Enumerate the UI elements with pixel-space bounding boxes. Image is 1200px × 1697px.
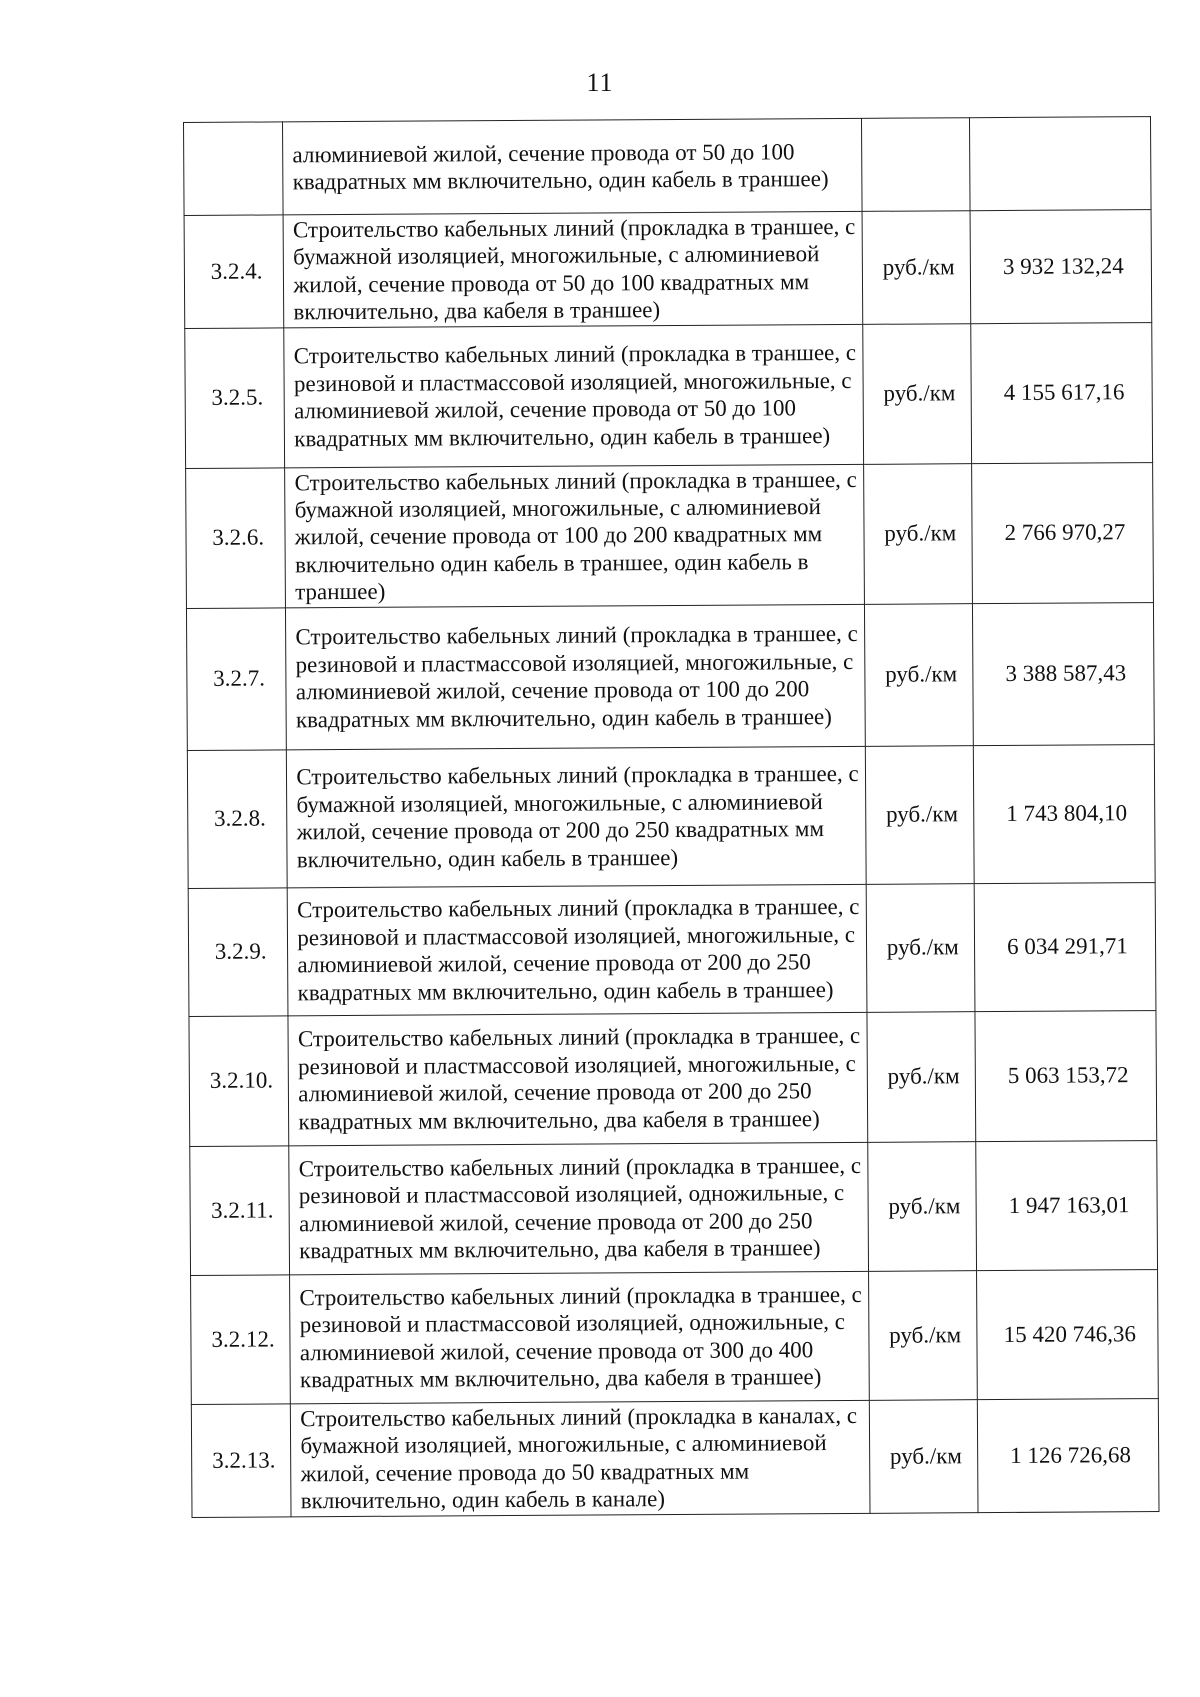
row-code: 3.2.12. [191,1275,291,1405]
row-price [969,117,1151,211]
row-unit: руб./км [863,463,972,604]
row-code: 3.2.13. [191,1404,291,1518]
row-price: 3 388 587,43 [972,602,1154,745]
row-description: Строительство кабельных линий (прокладка в траншее, с резиновой и пластмассовой изоляцией, многожильные, с алюминиевой жилой, сечение провода от 50 до 100 квадратных мм включительно, один кабель в траншее) [284,324,863,468]
row-description: Строительство кабельных линий (прокладка в траншее, с резиновой и пластмассовой изоляцией, одножильные, с алюминиевой жилой, сечение провода от 200 до 250 квадратных мм включительно, два кабеля в траншее) [289,1142,868,1275]
row-price: 1 947 163,01 [976,1140,1158,1270]
table-row [186,462,1154,608]
row-unit [861,118,970,212]
row-unit: руб./км [866,883,975,1012]
row-unit: руб./км [869,1399,978,1513]
row-description: Строительство кабельных линий (прокладка в траншее, с резиновой и пластмассовой изоляцией, многожильные, с алюминиевой жилой, сечение провода от 200 до 250 квадратных мм включительно, два кабеля в траншее) [288,1012,867,1146]
table-row [188,882,1156,1016]
row-unit: руб./км [865,745,974,884]
row-description: Строительство кабельных линий (прокладка в траншее, с резиновой и пластмассовой изоляцией, одножильные, с алюминиевой жилой, сечение провода от 300 до 400 квадратных мм включительно, два кабеля в траншее) [290,1271,869,1404]
table-row [184,117,1152,216]
table-row [191,1398,1159,1517]
table-row [187,744,1155,888]
row-description: алюминиевой жилой, сечение провода от 50 до 100 квадратных мм включительно, один кабель в траншее) [283,118,862,215]
row-unit: руб./км [864,603,973,746]
row-code: 3.2.4. [184,215,284,328]
row-unit: руб./км [868,1141,977,1271]
row-description: Строительство кабельных линий (прокладка в траншее, с резиновой и пластмассовой изоляцией, многожильные, с алюминиевой жилой, сечение провода от 100 до 200 квадратных мм включительно, один кабель в траншее) [286,604,865,750]
row-description: Строительство кабельных линий (прокладка в траншее, с бумажной изоляцией, многожильные, с алюминиевой жилой, сечение провода от 50 до 100 квадратных мм включительно, два кабеля в траншее) [283,211,862,327]
row-code: 3.2.8. [187,750,287,889]
row-unit: руб./км [862,211,971,324]
row-code: 3.2.7. [186,608,286,751]
table-row [186,602,1154,750]
row-description: Строительство кабельных линий (прокладка в траншее, с резиновой и пластмассовой изоляцией, многожильные, с алюминиевой жилой, сечение провода от 200 до 250 квадратных мм включительно, один кабель в траншее) [287,884,866,1016]
row-description: Строительство кабельных линий (прокладка в каналах, с бумажной изоляцией, многожильные, с алюминиевой жилой, сечение провода до 50 квадратных мм включительно, один кабель в канале) [291,1400,870,1517]
row-price: 2 766 970,27 [971,462,1153,603]
row-price: 6 034 291,71 [974,882,1156,1011]
row-code: 3.2.9. [188,888,288,1017]
row-unit: руб./км [863,323,972,464]
row-price: 5 063 153,72 [975,1010,1157,1141]
row-price: 1 743 804,10 [973,744,1155,883]
row-description: Строительство кабельных линий (прокладка в траншее, с бумажной изоляцией, многожильные, с алюминиевой жилой, сечение провода от 100 до 200 квадратных мм включительно один кабель в траншее, один кабель в траншее) [285,464,864,608]
table-row [184,210,1152,329]
row-code: 3.2.10. [189,1016,289,1147]
page-number: 11 [586,68,614,97]
row-unit: руб./км [867,1011,976,1142]
row-price: 1 126 726,68 [977,1398,1159,1512]
tariff-table [183,116,1160,1518]
row-price: 4 155 617,16 [971,322,1153,463]
row-description: Строительство кабельных линий (прокладка в траншее, с бумажной изоляцией, многожильные, с алюминиевой жилой, сечение провода от 200 до 250 квадратных мм включительно, один кабель в траншее) [287,746,866,888]
row-price: 15 420 746,36 [976,1269,1158,1399]
row-code [184,122,284,216]
row-code: 3.2.5. [185,328,285,469]
table-row [190,1140,1158,1275]
row-code: 3.2.6. [186,468,286,609]
table-row [191,1269,1159,1404]
table-row [185,322,1153,468]
row-price: 3 932 132,24 [970,210,1152,324]
table-row [189,1010,1157,1146]
row-unit: руб./км [868,1270,977,1400]
row-code: 3.2.11. [190,1146,290,1276]
